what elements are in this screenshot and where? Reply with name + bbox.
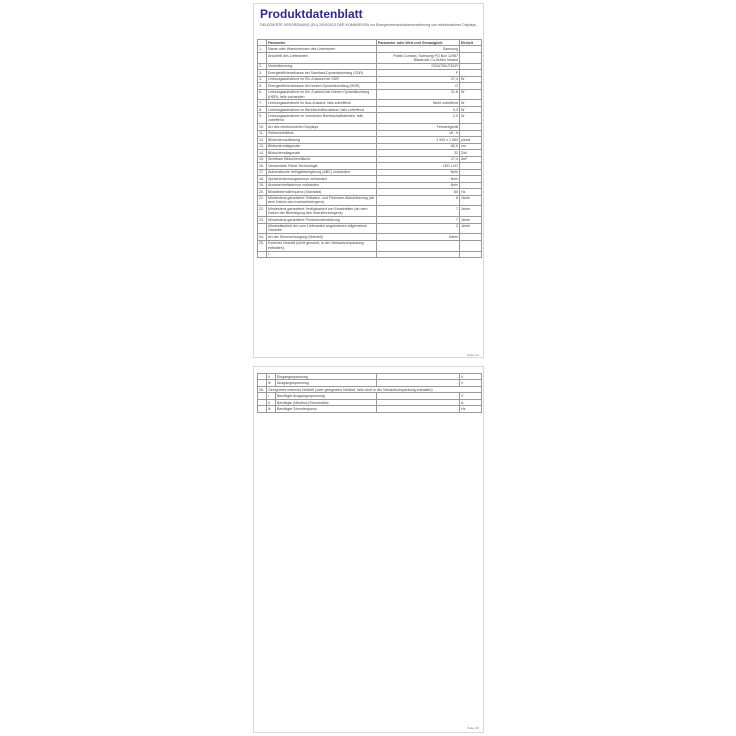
row-number: 26.: [258, 386, 267, 392]
row-value: 16 : 9: [377, 130, 460, 136]
table-row: [258, 251, 482, 257]
product-data-rows: [258, 46, 482, 258]
page-number: Seite 1/2: [467, 353, 479, 357]
row-parameter: Automatische Helligkeitsregelung (ABC) vorhanden: [267, 169, 377, 175]
row-value: Nein: [377, 176, 460, 182]
row-unit: W: [460, 106, 482, 112]
row-parameter: Spracherkennungssensor vorhanden: [267, 176, 377, 182]
row-unit: W: [460, 113, 482, 124]
row-number: 3.: [258, 70, 267, 76]
row-parameter: Mindestens garantierte Verfügbarkeit von Ersatzteilen (ab dem Datum der Beendigung des Inverkehrbringens): [267, 206, 377, 217]
regulation-intro: DELEGIERTE VERORDNUNG (EU) 2019/2013 DER KOMMISSION zur Energieverbrauchskennzeichnung von elektronischen Displays: [260, 23, 476, 27]
row-number: 18.: [258, 176, 267, 182]
row-value: -: [377, 406, 460, 412]
row-parameter: Mindestens garantierte Software- und Firmware-Aktualisierung (ab dem Datum des Inverkehrbringens): [267, 195, 377, 206]
row-parameter: Mindestlaufzeit der vom Lieferanten angebotenen allgemeinen Garantie: [267, 223, 377, 234]
row-unit: W: [460, 100, 482, 106]
datasheet-page-2: [253, 366, 484, 733]
row-parameter: Externes Netzteil (nicht genormt, in der Verkaufsverpackung enthalten): [267, 240, 377, 251]
row-number: 1.: [258, 46, 267, 52]
table-row: [258, 223, 482, 234]
row-number: [258, 223, 267, 234]
table-row: [258, 240, 482, 251]
row-unit: [460, 240, 482, 251]
row-value: [377, 251, 460, 257]
row-number: 17.: [258, 169, 267, 175]
row-number: 12.: [258, 137, 267, 143]
row-number: 9.: [258, 113, 267, 124]
row-parameter: Anschrift des Lieferanten: [267, 52, 377, 63]
row-unit: [460, 251, 482, 257]
row-number: 15.: [258, 156, 267, 162]
row-parameter: Ausgangsspannung: [276, 380, 377, 386]
row-parameter: Mindestens garantierte Produktunterstützung: [267, 217, 377, 223]
row-parameter: i -: [267, 251, 377, 257]
row-value: 7: [377, 206, 460, 217]
row-number: 23.: [258, 217, 267, 223]
row-value: 60: [377, 189, 460, 195]
row-value: 32: [377, 150, 460, 156]
row-parameter: Leistungsaufnahme im Ein-Zustand bei SDR: [267, 76, 377, 82]
row-parameter: Energieeffizienzklasse bei hohem Dynamikumfang (HDR): [267, 83, 377, 89]
row-value: F: [377, 70, 460, 76]
row-unit: Hz: [460, 406, 482, 412]
row-parameter: Leistungsaufnahme im Ein-Zustand bei hohem Dynamikumfang (HDR), falls vorhanden: [267, 89, 377, 100]
row-unit: [460, 52, 482, 63]
row-parameter: Benötigte Stromfrequenz: [276, 406, 377, 412]
row-value: Fernsehgerät: [377, 124, 460, 130]
row-unit: pixels: [460, 137, 482, 143]
row-number: 6.: [258, 89, 267, 100]
row-unit: Jahre: [460, 223, 482, 234]
row-value: 2,0: [377, 113, 460, 124]
row-number: 16.: [258, 163, 267, 169]
table-row: [258, 89, 482, 100]
row-unit: V: [460, 380, 482, 386]
row-parameter: Anwesenheitssensor vorhanden: [267, 182, 377, 188]
row-parameter: Benötigte Ausgangsspannung: [276, 393, 377, 399]
row-value: -: [377, 399, 460, 405]
row-unit: V: [460, 374, 482, 380]
row-parameter: Bildschirmdiagonale: [267, 150, 377, 156]
row-value: 27,4: [377, 156, 460, 162]
row-sub-index: ii: [267, 399, 276, 405]
row-value: Nein: [377, 169, 460, 175]
row-value: Intern: [377, 234, 460, 240]
row-value: Samsung: [377, 46, 460, 52]
row-unit: Hz: [460, 189, 482, 195]
row-number: [258, 251, 267, 257]
row-parameter: Modellkennung: [267, 63, 377, 69]
row-unit: Zoll: [460, 150, 482, 156]
row-parameter: Leistungsaufnahme im vernetzten Bereitschaftsbetrieb, falls zutreffend: [267, 113, 377, 124]
row-unit: cm: [460, 143, 482, 149]
row-parameter: Bildwiederholfrequenz (Standard): [267, 189, 377, 195]
row-number: 10.: [258, 124, 267, 130]
row-number: [258, 52, 267, 63]
row-value: 0,3: [377, 106, 460, 112]
row-number: 14.: [258, 150, 267, 156]
table-row: [258, 113, 482, 124]
row-value: [377, 240, 460, 251]
row-number: 22.: [258, 206, 267, 217]
row-parameter: Benötigte (Mindest-)Stromstärke: [276, 399, 377, 405]
row-value: -: [377, 380, 460, 386]
row-parameter: Leistungsaufnahme im Bereitschaftszustand, falls zutreffend: [267, 106, 377, 112]
page-number: Seite 2/2: [467, 726, 479, 730]
page-title: Produktdatenblatt: [260, 7, 363, 21]
row-number: 13.: [258, 143, 267, 149]
row-unit: A: [460, 399, 482, 405]
row-unit: W: [460, 89, 482, 100]
product-data-table: [257, 39, 482, 258]
row-number: 20.: [258, 189, 267, 195]
table-row: [258, 206, 482, 217]
row-parameter: Bildschirmdiagonale: [267, 143, 377, 149]
row-value: -: [377, 393, 460, 399]
row-parameter: Leistungsaufnahme im Aus-Zustand, falls zutreffend: [267, 100, 377, 106]
table-row: [258, 195, 482, 206]
row-value: Public Contact, Samsung PO Box 12987 Blackrock Co.Dublin Ireland: [377, 52, 460, 63]
row-value: 2: [377, 223, 460, 234]
row-value: 27,4: [377, 76, 460, 82]
row-number: 21.: [258, 195, 267, 206]
row-parameter: Art der Stromversorgung (Netzteil): [267, 234, 377, 240]
row-parameter: Geeignetes externes Netzteil (oder geeignetes Netzteil, falls nicht in der Verkaufsverpackung enthalten): [267, 386, 482, 392]
row-parameter: Bildschirmauflösung: [267, 137, 377, 143]
row-unit: W: [460, 76, 482, 82]
power-supply-table: [257, 373, 482, 413]
row-number: 4.: [258, 76, 267, 82]
row-number: 11.: [258, 130, 267, 136]
row-parameter: Sichtbare Bildschirmfläche: [267, 156, 377, 162]
row-value: -: [377, 374, 460, 380]
row-parameter: Verwendete Panel-Technologie: [267, 163, 377, 169]
table-row: [258, 406, 482, 412]
row-number: 2.: [258, 63, 267, 69]
table-row: [258, 52, 482, 63]
row-value: LED LCD: [377, 163, 460, 169]
row-value: G: [377, 83, 460, 89]
header-unit: Einheit: [460, 40, 482, 46]
row-unit: Jahre: [460, 195, 482, 206]
row-number: 5.: [258, 83, 267, 89]
datasheet-page-1: [253, 3, 484, 358]
row-sub-index: ii: [267, 374, 276, 380]
row-parameter: Energieeffizienzklasse bei Standard-Dynamikumfang (SDR): [267, 70, 377, 76]
row-number: 25.: [258, 240, 267, 251]
header-value: Parameter oder Wert und Genauigkeit: [377, 40, 460, 46]
row-parameter: Art des elektronischen Displays: [267, 124, 377, 130]
row-unit: dm²: [460, 156, 482, 162]
row-value: Nein: [377, 182, 460, 188]
row-unit: Jahre: [460, 206, 482, 217]
row-sub-index: iii: [267, 406, 276, 412]
row-sub-index: i: [267, 393, 276, 399]
row-unit: V: [460, 393, 482, 399]
row-parameter: Eingangsspannung: [276, 374, 377, 380]
power-supply-rows: [258, 374, 482, 413]
row-number: 7.: [258, 100, 267, 106]
row-value: 31,8: [377, 89, 460, 100]
row-sub-index: iii: [267, 380, 276, 386]
row-number: [258, 406, 267, 412]
row-value: 7: [377, 217, 460, 223]
row-unit: Jahre: [460, 217, 482, 223]
header-parameter: Parameter: [267, 40, 377, 46]
row-number: 24.: [258, 234, 267, 240]
row-number: 8.: [258, 106, 267, 112]
row-parameter: Seitenverhältnis: [267, 130, 377, 136]
row-value: Nicht zutreffend: [377, 100, 460, 106]
row-value: 80,0: [377, 143, 460, 149]
row-value: S32A750UT6CR: [377, 63, 460, 69]
row-value: 1 920 x 1 080: [377, 137, 460, 143]
row-value: 8: [377, 195, 460, 206]
row-number: 19.: [258, 182, 267, 188]
row-parameter: Name oder Warenzeichen des Lieferanten: [267, 46, 377, 52]
